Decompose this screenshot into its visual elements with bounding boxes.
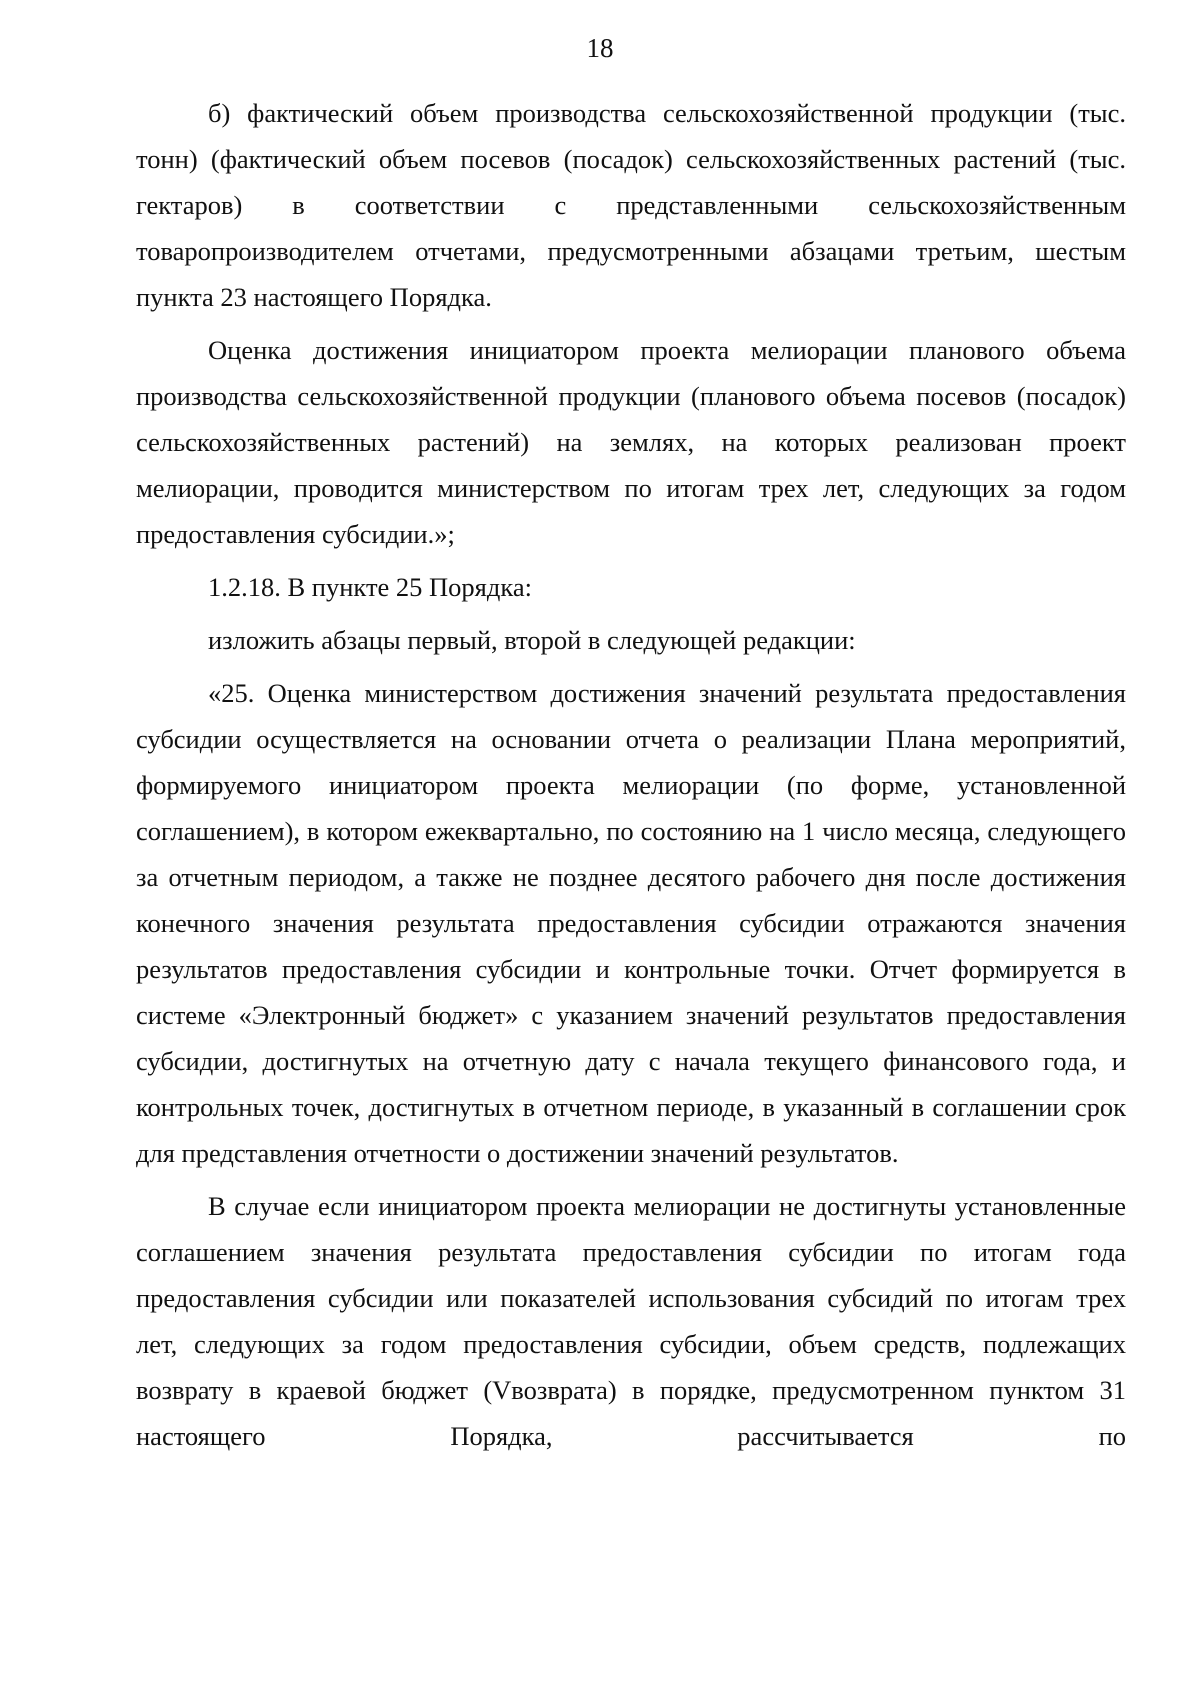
paragraph-clause-1-2-18: 1.2.18. В пункте 25 Порядка: xyxy=(208,572,532,602)
paragraph-refund-case: В случае если инициатором проекта мелиорации не достигнуты установленные соглашением значения результата предоставления субсидии по итогам года предоставления субсидии или показателей использования субсидий по итогам трех лет, следующих за годом предоставления субсидии, объем средств, подлежащих возврату в краевой бюджет (Vвозврата) в порядке, предусмотренном пунктом 31 настоящего Порядка, рассчитывается по xyxy=(136,1191,1126,1451)
document-body xyxy=(136,90,1126,1466)
paragraph-actual-volume: б) фактический объем производства сельскохозяйственной продукции (тыс. тонн) (фактический объем посевов (посадок) сельскохозяйственных растений (тыс. гектаров) в соответствии с представленными сельскохозяйственным товаропроизводителем отчетами, предусмотренными абзацами третьим, шестым пункта 23 настоящего Порядка. xyxy=(136,98,1126,312)
paragraph-edit-instruction: изложить абзацы первый, второй в следующей редакции: xyxy=(208,625,856,655)
paragraph-clause-25: «25. Оценка министерством достижения значений результата предоставления субсидии осуществляется на основании отчета о реализации Плана мероприятий, формируемого инициатором проекта мелиорации (по форме, установленной соглашением), в котором ежеквартально, по состоянию на 1 число месяца, следующего за отчетным периодом, а также не позднее десятого рабочего дня после достижения конечного значения результата предоставления субсидии отражаются значения результатов предоставления субсидии и контрольные точки. Отчет формируется в системе «Электронный бюджет» с указанием значений результатов предоставления субсидии, достигнутых на отчетную дату с начала текущего финансового года, и контрольных точек, достигнутых в отчетном периоде, в указанный в соглашении срок для представления отчетности о достижении значений результатов. xyxy=(136,678,1126,1168)
paragraph-assessment-plan: Оценка достижения инициатором проекта мелиорации планового объема производства сельскохозяйственной продукции (планового объема посевов (посадок) сельскохозяйственных растений) на землях, на которых реализован проект мелиорации, проводится министерством по итогам трех лет, следующих за годом предоставления субсидии.»; xyxy=(136,335,1126,549)
page-number: 18 xyxy=(586,33,614,63)
